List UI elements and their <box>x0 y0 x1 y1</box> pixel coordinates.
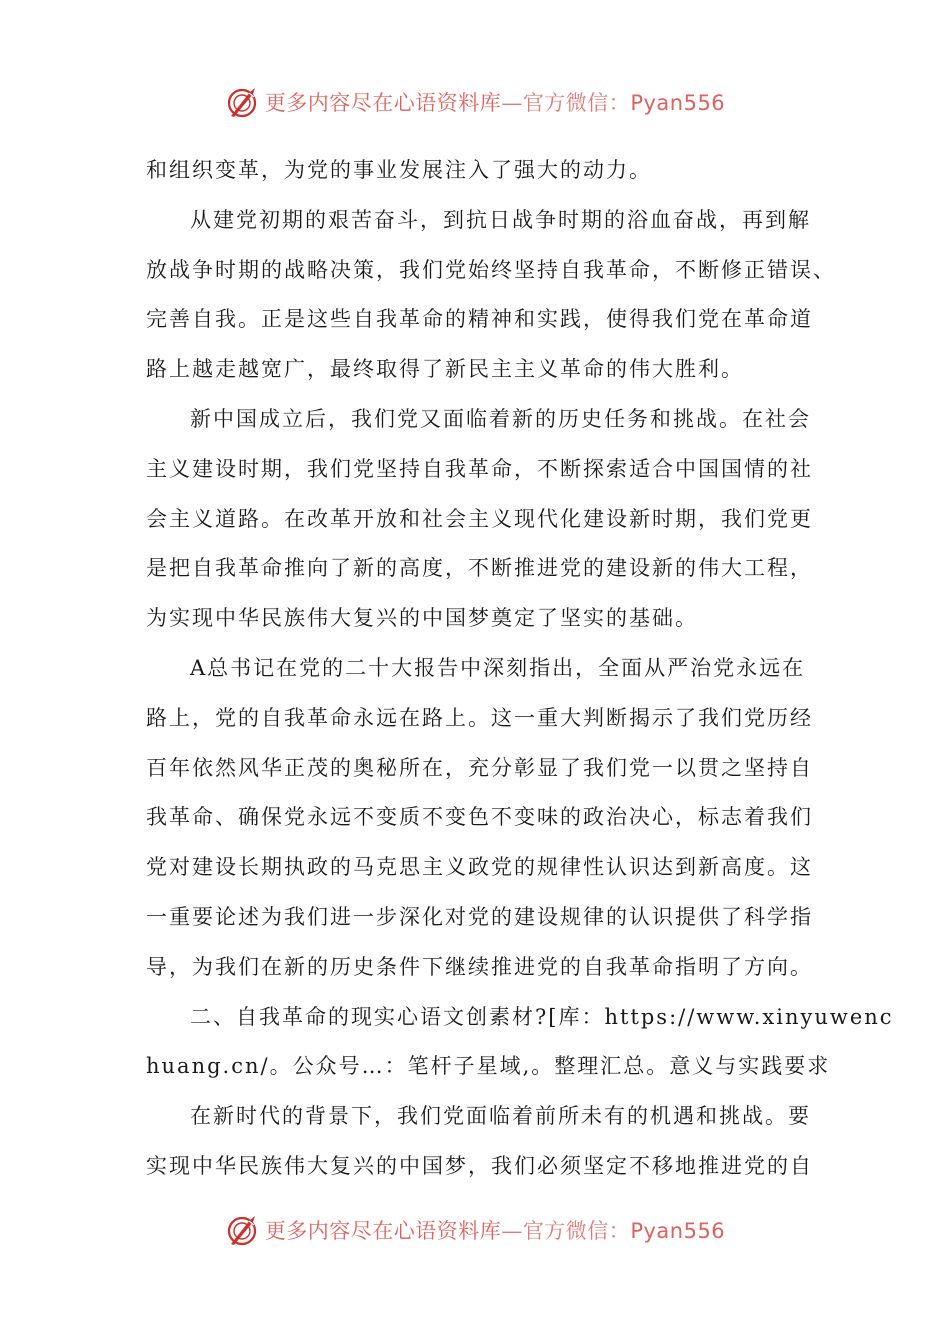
footer-official-label: 官方微信： <box>522 1219 631 1243</box>
body-line: 会主义道路。在改革开放和社会主义现代化建设新时期，我们党更 <box>146 506 813 531</box>
header-official-label: 官方微信： <box>522 91 631 115</box>
header-main-text: 更多内容尽在心语资料库 <box>264 91 502 115</box>
body-line: 路上越走越宽广，最终取得了新民主主义革命的伟大胜利。 <box>146 357 744 382</box>
footer-wechat-id: Pyan556 <box>630 1219 726 1243</box>
section-heading-line: 二、自我革命的现实心语文创素材?[库：https://www.xinyuwenc <box>190 1004 894 1029</box>
footer-watermark-text <box>265 1215 725 1245</box>
body-line: 是把自我革命推向了新的高度，不断推进党的建设新的伟大工程， <box>146 556 813 581</box>
body-line: A总书记在党的二十大报告中深刻指出，全面从严治党永远在 <box>190 655 806 680</box>
footer-dash: — <box>501 1219 523 1243</box>
body-line: 一重要论述为我们进一步深化对党的建设规律的认识提供了科学指 <box>146 904 813 929</box>
header-dash: — <box>501 91 523 115</box>
body-line: 新中国成立后，我们党又面临着新的历史任务和挑战。在社会 <box>190 406 811 431</box>
pen-nib-circle-icon <box>225 84 261 120</box>
section-heading-line: huang.cn/。公众号…：笔杆子星域,。整理汇总。意义与实践要求 <box>146 1054 831 1079</box>
body-line: 党对建设长期执政的马克思主义政党的规律性认识达到新高度。这 <box>146 855 813 880</box>
body-line: 放战争时期的战略决策，我们党始终坚持自我革命，不断修正错误、 <box>146 257 836 282</box>
body-line: 主义建设时期，我们党坚持自我革命，不断探索适合中国国情的社 <box>146 456 813 481</box>
body-line: 我革命、确保党永远不变质不变色不变味的政治决心，标志着我们 <box>146 805 813 830</box>
body-line: 完善自我。正是这些自我革命的精神和实践，使得我们党在革命道 <box>146 307 813 332</box>
footer-watermark-banner <box>0 1208 950 1252</box>
body-line: 实现中华民族伟大复兴的中国梦，我们必须坚定不移地推进党的自 <box>146 1153 813 1178</box>
pen-nib-circle-icon <box>225 1212 261 1248</box>
header-watermark-banner <box>0 80 950 124</box>
body-line: 路上，党的自我革命永远在路上。这一重大判断揭示了我们党历经 <box>146 705 813 730</box>
body-line: 和组织变革，为党的事业发展注入了强大的动力。 <box>146 158 652 182</box>
header-wechat-id: Pyan556 <box>630 91 726 115</box>
body-line: 导，为我们在新的历史条件下继续推进党的自我革命指明了方向。 <box>146 954 813 979</box>
body-line: 在新时代的背景下，我们党面临着前所未有的机遇和挑战。要 <box>190 1104 811 1129</box>
footer-main-text: 更多内容尽在心语资料库 <box>264 1219 502 1243</box>
header-watermark-text <box>265 87 725 117</box>
body-line: 为实现中华民族伟大复兴的中国梦奠定了坚实的基础。 <box>146 606 698 631</box>
body-line: 百年依然风华正茂的奥秘所在，充分彰显了我们党一以贯之坚持自 <box>146 755 813 780</box>
document-body <box>146 146 894 1192</box>
body-line: 从建党初期的艰苦奋斗，到抗日战争时期的浴血奋战，再到解 <box>190 207 811 232</box>
